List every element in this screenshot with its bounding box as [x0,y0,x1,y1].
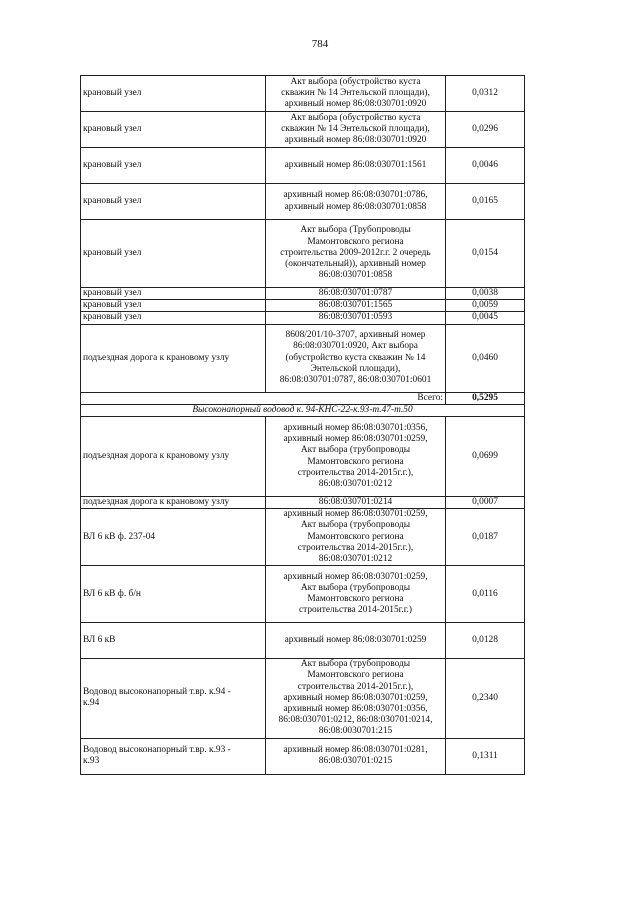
object-name: крановый узел [81,312,266,324]
area-value: 0,0116 [446,566,525,623]
section-title: Высоконапорный водовод к. 94-КНС-22-к.93-т.47-т.50 [81,404,525,416]
table-row [81,509,525,566]
object-name: Водовод высоконапорный т.вр. к.93 - к.93 [81,738,266,774]
document-reference: 86:08:030701:0787 [266,288,446,300]
area-value: 0,0187 [446,509,525,566]
object-name: подъездная дорога к крановому узлу [81,417,266,497]
document-reference: архивный номер 86:08:030701:0281, 86:08:030701:0215 [266,738,446,774]
table-row [81,623,525,659]
table-row [81,184,525,220]
table-row [81,112,525,148]
section-header-row [81,404,525,416]
document-reference: Акт выбора (обустройство куста скважин № 14 Энтельской площади), архивный номер 86:08:030701:0920 [266,76,446,112]
area-value: 0,0165 [446,184,525,220]
object-name: ВЛ 6 кВ ф. 237-04 [81,509,266,566]
document-reference: 86:08:030701:1565 [266,300,446,312]
area-value: 0,0296 [446,112,525,148]
object-name: подъездная дорога к крановому узлу [81,324,266,392]
total-row [81,392,525,404]
object-name: крановый узел [81,148,266,184]
document-reference: 86:08:030701:0214 [266,497,446,509]
page-number: 784 [311,38,329,50]
document-reference: архивный номер 86:08:030701:0259, Акт выбора (трубопроводы Мамонтовского региона строительства 2014-2015г.г.), 86:08:030701:0212 [266,509,446,566]
object-name: крановый узел [81,184,266,220]
table-row [81,659,525,738]
area-value: 0,0046 [446,148,525,184]
object-name: Водовод высоконапорный т.вр. к.94 - к.94 [81,659,266,738]
table-row [81,288,525,300]
table-row [81,497,525,509]
document-reference: архивный номер 86:08:030701:0259, Акт выбора (трубопроводы Мамонтовского региона строительства 2014-2015г.г.) [266,566,446,623]
area-value: 0,0059 [446,300,525,312]
area-value: 0,0154 [446,220,525,288]
area-value: 0,1311 [446,738,525,774]
total-label: Всего: [81,392,446,404]
table-row [81,324,525,392]
object-name: крановый узел [81,76,266,112]
object-name: крановый узел [81,288,266,300]
object-name: подъездная дорога к крановому узлу [81,497,266,509]
document-reference: архивный номер 86:08:030701:1561 [266,148,446,184]
area-value: 0,0038 [446,288,525,300]
area-value: 0,0699 [446,417,525,497]
area-value: 0,0045 [446,312,525,324]
area-value: 0,2340 [446,659,525,738]
area-value: 0,0460 [446,324,525,392]
table-row [81,300,525,312]
document-reference: архивный номер 86:08:030701:0259 [266,623,446,659]
table-row [81,738,525,774]
document-reference: архивный номер 86:08:030701:0356, архивный номер 86:08:030701:0259, Акт выбора (трубопроводы Мамонтовского региона строительства 2014-2015г.г.), 86:08:030701:0212 [266,417,446,497]
document-reference: Акт выбора (обустройство куста скважин № 14 Энтельской площади), архивный номер 86:08:030701:0920 [266,112,446,148]
total-value: 0,5295 [446,392,525,404]
object-name: крановый узел [81,112,266,148]
area-value: 0,0007 [446,497,525,509]
object-name: ВЛ 6 кВ [81,623,266,659]
table-row [81,76,525,112]
document-reference: 86:08:030701:0593 [266,312,446,324]
object-name: крановый узел [81,220,266,288]
document-reference: архивный номер 86:08:030701:0786, архивный номер 86:08:030701:0858 [266,184,446,220]
land-plot-table [80,75,525,775]
table-row [81,220,525,288]
table-row [81,148,525,184]
table-row [81,566,525,623]
table-row [81,417,525,497]
object-name: крановый узел [81,300,266,312]
area-value: 0,0128 [446,623,525,659]
document-reference: 8608/201/10-3707, архивный номер 86:08:030701:0920, Акт выбора (обустройство куста скважин № 14 Энтельской площади), 86:08:030701:0787, 86:08:030701:0601 [266,324,446,392]
document-reference: Акт выбора (трубопроводы Мамонтовского региона строительства 2014-2015г.г.), архивный номер 86:08:030701:0259, архивный номер 86:08:030701:0356, 86:08:030701:0212, 86:08:030701:0214, 86:08:0030701:215 [266,659,446,738]
table-row [81,312,525,324]
object-name: ВЛ 6 кВ ф. б/н [81,566,266,623]
area-value: 0,0312 [446,76,525,112]
document-reference: Акт выбора (Трубопроводы Мамонтовского региона строительства 2009-2012г.г. 2 очередь (окончательный)), архивный номер 86:08:030701:0858 [266,220,446,288]
